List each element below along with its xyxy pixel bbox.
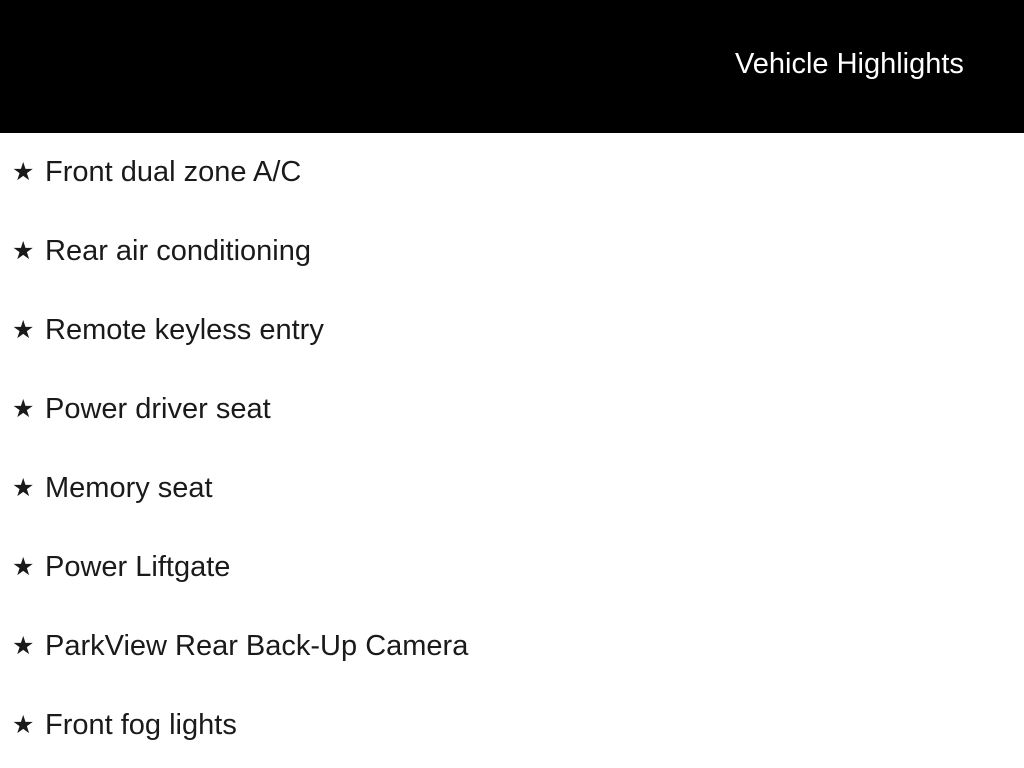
list-item-label: ParkView Rear Back-Up Camera xyxy=(45,630,469,662)
list-item xyxy=(12,473,1024,503)
star-icon: ★ xyxy=(12,710,35,739)
list-item xyxy=(12,631,1024,661)
list-item-label: Power driver seat xyxy=(45,393,271,425)
star-icon: ★ xyxy=(12,552,35,581)
star-icon: ★ xyxy=(12,157,35,186)
star-icon: ★ xyxy=(12,473,35,502)
list-item-label: Power Liftgate xyxy=(45,551,231,583)
list-item xyxy=(12,710,1024,740)
star-icon: ★ xyxy=(12,394,35,423)
list-item xyxy=(12,157,1024,187)
star-icon: ★ xyxy=(12,631,35,660)
page-title: Vehicle Highlights xyxy=(735,48,964,80)
list-item xyxy=(12,552,1024,582)
list-item-label: Front fog lights xyxy=(45,709,237,741)
star-icon: ★ xyxy=(12,315,35,344)
star-icon: ★ xyxy=(12,236,35,265)
list-item-label: Rear air conditioning xyxy=(45,235,311,267)
list-item-label: Memory seat xyxy=(45,472,213,504)
list-item xyxy=(12,394,1024,424)
list-item xyxy=(12,315,1024,345)
highlights-list xyxy=(0,133,1024,740)
list-item-label: Remote keyless entry xyxy=(45,314,324,346)
list-item xyxy=(12,236,1024,266)
list-item-label: Front dual zone A/C xyxy=(45,156,302,188)
header-bar xyxy=(0,0,1024,133)
